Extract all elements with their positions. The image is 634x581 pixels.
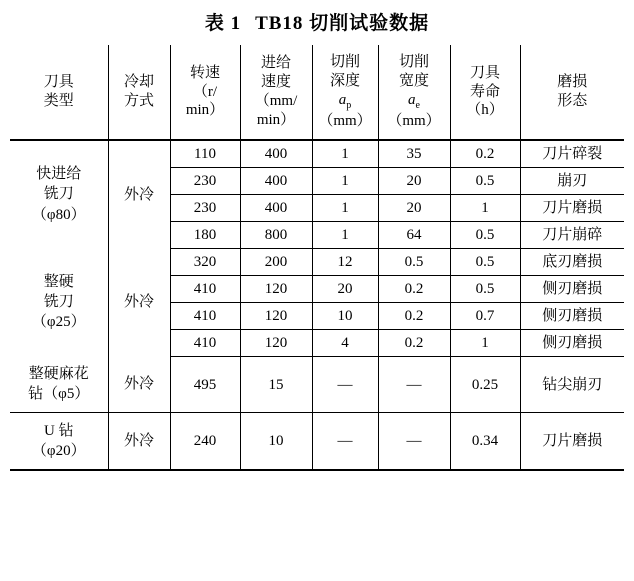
tool-line: 铣刀 (43, 186, 74, 203)
header-cell-depth-of-cut (312, 45, 378, 140)
cell-width-of-cut: 20 (378, 194, 450, 221)
table-body (10, 140, 624, 471)
cell-depth-of-cut: 12 (312, 248, 378, 275)
cell-spindle-speed: 410 (170, 329, 240, 356)
cell-spindle-speed: 180 (170, 221, 240, 248)
header-line: 形态 (557, 92, 588, 109)
cell-wear-mode: 侧刃磨损 (520, 302, 624, 329)
cell-spindle-speed: 230 (170, 167, 240, 194)
tool-line: 铣刀 (43, 294, 74, 311)
cell-feed-rate: 400 (240, 140, 312, 168)
header-line: （mm） (318, 113, 372, 129)
cell-wear-mode: 刀片碎裂 (520, 140, 624, 168)
header-line: 类型 (43, 92, 74, 109)
cell-spindle-speed: 410 (170, 275, 240, 302)
header-row (10, 45, 624, 140)
cutting-test-data-table (10, 45, 624, 471)
cell-feed-rate: 800 (240, 221, 312, 248)
tool-line: （φ20） (31, 443, 86, 460)
cell-spindle-speed: 495 (170, 356, 240, 413)
cell-tool-life: 0.25 (450, 356, 520, 413)
header-cell-spindle-speed (170, 45, 240, 140)
group-cell-tool-type (10, 356, 108, 413)
cell-wear-mode: 钻尖崩刃 (520, 356, 624, 413)
cell-width-of-cut: 20 (378, 167, 450, 194)
cell-width-of-cut: 0.2 (378, 329, 450, 356)
cell-feed-rate: 120 (240, 302, 312, 329)
cell-feed-rate: 15 (240, 356, 312, 413)
tool-line: 整硬 (43, 273, 74, 290)
caption-title: TB18 切削试验数据 (255, 13, 430, 34)
cell-depth-of-cut: 1 (312, 221, 378, 248)
table-row (10, 413, 624, 471)
tool-line: （φ25） (31, 314, 86, 331)
cell-width-of-cut: 0.2 (378, 302, 450, 329)
header-line: 转速 (189, 64, 220, 81)
cell-depth-of-cut: 1 (312, 194, 378, 221)
cell-spindle-speed: 320 (170, 248, 240, 275)
cell-width-of-cut: — (378, 413, 450, 471)
header-cell-coolant (108, 45, 170, 140)
cell-spindle-speed: 410 (170, 302, 240, 329)
header-line: 进给 (260, 55, 291, 72)
cell-spindle-speed: 110 (170, 140, 240, 168)
cell-depth-of-cut: — (312, 356, 378, 413)
group-cell-coolant: 外冷 (108, 356, 170, 413)
cell-width-of-cut: 35 (378, 140, 450, 168)
header-line: 方式 (123, 92, 154, 109)
table-caption (0, 0, 634, 45)
header-line: min） (185, 102, 225, 119)
cell-wear-mode: 崩刃 (520, 167, 624, 194)
header-cell-tool-life (450, 45, 520, 140)
header-line: （h） (466, 102, 504, 119)
cell-width-of-cut: 0.5 (378, 248, 450, 275)
header-line: 宽度 (398, 72, 429, 89)
cell-depth-of-cut: 1 (312, 167, 378, 194)
cell-tool-life: 0.7 (450, 302, 520, 329)
cell-wear-mode: 刀片磨损 (520, 194, 624, 221)
header-line: 冷却 (123, 74, 154, 91)
cell-feed-rate: 120 (240, 275, 312, 302)
table-row (10, 356, 624, 413)
header-line: （mm） (387, 113, 441, 129)
header-cell-feed-rate (240, 45, 312, 140)
cell-spindle-speed: 230 (170, 194, 240, 221)
cell-wear-mode: 侧刃磨损 (520, 329, 624, 356)
cell-width-of-cut: 0.2 (378, 275, 450, 302)
header-line: 速度 (260, 74, 291, 91)
caption-number: 表 1 (204, 13, 242, 34)
group-cell-tool-type (10, 140, 108, 249)
group-cell-tool-type (10, 248, 108, 356)
cell-feed-rate: 10 (240, 413, 312, 471)
cell-tool-life: 0.5 (450, 275, 520, 302)
header-line: 刀具 (43, 74, 74, 91)
table-header (10, 45, 624, 140)
header-line: 切削 (329, 54, 360, 70)
group-cell-tool-type (10, 413, 108, 471)
cell-depth-of-cut: — (312, 413, 378, 471)
header-line: 深度 (329, 72, 360, 89)
cell-width-of-cut: — (378, 356, 450, 413)
header-cell-wear-mode (520, 45, 624, 140)
table-row (10, 140, 624, 168)
tool-line: 钻（φ5） (28, 386, 90, 403)
tool-line: U 钻 (43, 423, 74, 439)
cell-depth-of-cut: 10 (312, 302, 378, 329)
cell-feed-rate: 400 (240, 167, 312, 194)
cell-tool-life: 0.5 (450, 221, 520, 248)
cell-tool-life: 0.34 (450, 413, 520, 471)
cell-tool-life: 0.5 (450, 167, 520, 194)
header-line: 寿命 (469, 83, 500, 100)
cell-tool-life: 1 (450, 194, 520, 221)
header-line: min） (256, 111, 296, 128)
cell-tool-life: 1 (450, 329, 520, 356)
group-cell-coolant: 外冷 (108, 140, 170, 249)
tool-line: 整硬麻花 (28, 366, 89, 382)
header-symbol-ap: $a_p$ (338, 91, 352, 111)
cell-depth-of-cut: 20 (312, 275, 378, 302)
cell-feed-rate: 200 (240, 248, 312, 275)
header-cell-tool-type (10, 45, 108, 140)
header-symbol-ae: $a_e$ (408, 91, 420, 111)
cell-feed-rate: 400 (240, 194, 312, 221)
header-line: （r/ (192, 83, 218, 100)
cell-wear-mode: 刀片磨损 (520, 413, 624, 471)
group-cell-coolant: 外冷 (108, 248, 170, 356)
table-row (10, 248, 624, 275)
cell-depth-of-cut: 1 (312, 140, 378, 168)
header-line: （mm/ (254, 92, 298, 109)
cell-wear-mode: 侧刃磨损 (520, 275, 624, 302)
cell-tool-life: 0.2 (450, 140, 520, 168)
cell-spindle-speed: 240 (170, 413, 240, 471)
tool-line: （φ80） (31, 206, 86, 223)
tool-line: 快进给 (36, 166, 82, 183)
cell-depth-of-cut: 4 (312, 329, 378, 356)
cell-width-of-cut: 64 (378, 221, 450, 248)
header-cell-width-of-cut (378, 45, 450, 140)
group-cell-coolant: 外冷 (108, 413, 170, 471)
header-line: 刀具 (469, 64, 500, 81)
cell-wear-mode: 刀片崩碎 (520, 221, 624, 248)
header-line: 切削 (398, 54, 429, 70)
cell-feed-rate: 120 (240, 329, 312, 356)
header-line: 磨损 (557, 74, 588, 91)
cell-wear-mode: 底刃磨损 (520, 248, 624, 275)
cell-tool-life: 0.5 (450, 248, 520, 275)
